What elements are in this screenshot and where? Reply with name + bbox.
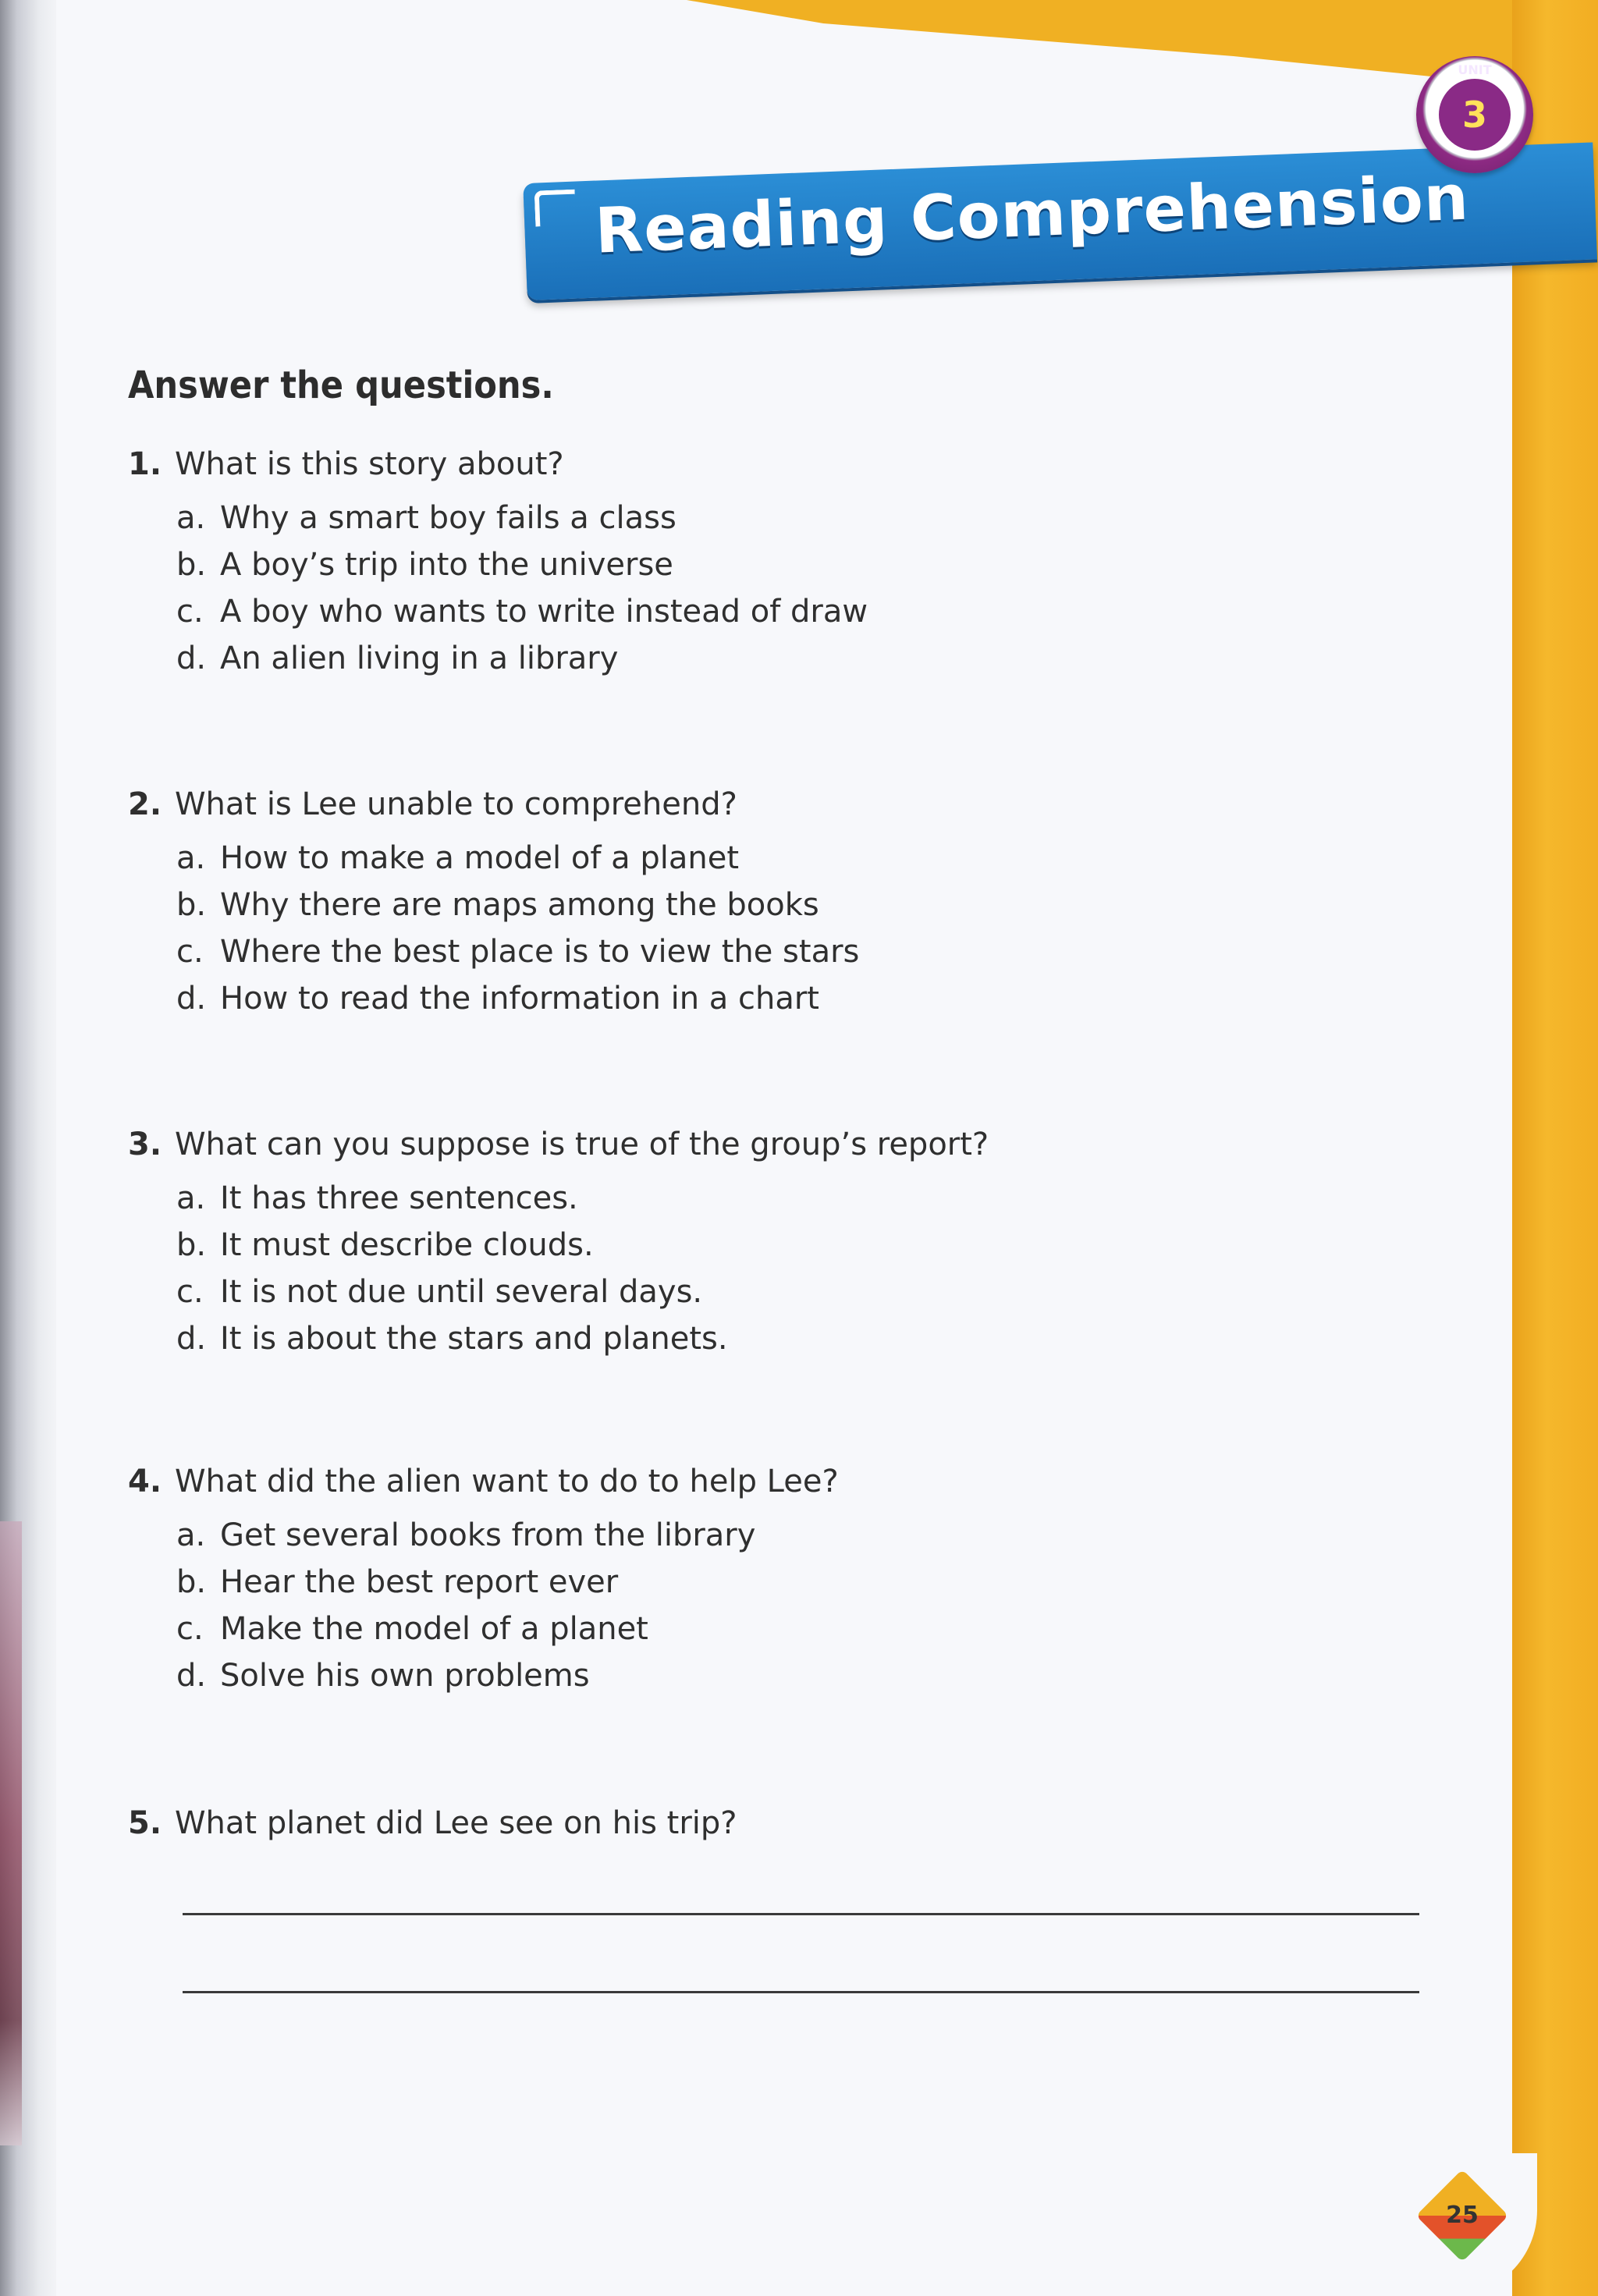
option-text: How to make a model of a planet bbox=[220, 840, 740, 876]
option-letter: d. bbox=[176, 981, 207, 1017]
option-text: Why there are maps among the books bbox=[220, 887, 819, 923]
option-letter: b. bbox=[176, 1227, 207, 1263]
question-number: 3. bbox=[128, 1127, 162, 1162]
answer-option[interactable] bbox=[176, 1222, 989, 1269]
answer-option[interactable] bbox=[176, 588, 868, 635]
answer-option[interactable] bbox=[176, 882, 859, 928]
option-text: Solve his own problems bbox=[220, 1658, 590, 1694]
option-letter: c. bbox=[176, 934, 204, 970]
option-letter: d. bbox=[176, 1321, 207, 1357]
option-text: A boy who wants to write instead of draw bbox=[220, 594, 868, 630]
option-text: It is about the stars and planets. bbox=[220, 1321, 728, 1357]
instructions-heading: Answer the questions. bbox=[128, 364, 554, 407]
question-5 bbox=[128, 1805, 737, 1841]
answer-option[interactable] bbox=[176, 1269, 989, 1315]
unit-number: 3 bbox=[1439, 79, 1511, 151]
answer-option[interactable] bbox=[176, 1512, 839, 1559]
option-letter: a. bbox=[176, 1180, 206, 1216]
option-letter: c. bbox=[176, 594, 204, 630]
question-text: What is this story about? bbox=[175, 446, 564, 482]
question-text: What can you suppose is true of the group’s report? bbox=[175, 1127, 989, 1162]
option-text: Get several books from the library bbox=[220, 1517, 756, 1553]
answer-option[interactable] bbox=[176, 495, 868, 541]
option-text: Make the model of a planet bbox=[220, 1611, 648, 1647]
option-letter: c. bbox=[176, 1274, 204, 1310]
question-number: 4. bbox=[128, 1464, 162, 1499]
answer-option[interactable] bbox=[176, 1175, 989, 1222]
option-letter: a. bbox=[176, 840, 206, 876]
answer-option[interactable] bbox=[176, 635, 868, 682]
unit-badge bbox=[1416, 56, 1533, 173]
option-text: Where the best place is to view the stars bbox=[220, 934, 860, 970]
question-number: 1. bbox=[128, 446, 162, 482]
question-4 bbox=[128, 1464, 839, 1699]
question-text: What planet did Lee see on his trip? bbox=[175, 1805, 737, 1841]
unit-label: UNIT bbox=[1458, 62, 1492, 77]
page-title: Reading Comprehension bbox=[593, 161, 1471, 268]
option-letter: b. bbox=[176, 1564, 207, 1600]
option-letter: a. bbox=[176, 1517, 206, 1553]
option-letter: a. bbox=[176, 500, 206, 536]
question-text: What did the alien want to do to help Lee? bbox=[175, 1464, 839, 1499]
question-text: What is Lee unable to comprehend? bbox=[175, 786, 737, 822]
option-text: It must describe clouds. bbox=[220, 1227, 594, 1263]
option-letter: d. bbox=[176, 641, 207, 676]
answer-option[interactable] bbox=[176, 835, 859, 882]
answer-option[interactable] bbox=[176, 1559, 839, 1606]
option-text: A boy’s trip into the universe bbox=[220, 547, 673, 583]
facing-page-art bbox=[0, 1521, 22, 2145]
answer-option[interactable] bbox=[176, 541, 868, 588]
option-letter: d. bbox=[176, 1658, 207, 1694]
answer-option[interactable] bbox=[176, 975, 859, 1022]
page-number: 25 bbox=[1446, 2202, 1479, 2229]
option-text: It is not due until several days. bbox=[220, 1274, 703, 1310]
question-1 bbox=[128, 446, 868, 682]
option-text: It has three sentences. bbox=[220, 1180, 578, 1216]
right-orange-border bbox=[1512, 0, 1598, 2296]
answer-option[interactable] bbox=[176, 1606, 839, 1652]
option-letter: c. bbox=[176, 1611, 204, 1647]
question-number: 5. bbox=[128, 1805, 162, 1841]
question-number: 2. bbox=[128, 786, 162, 822]
option-text: Hear the best report ever bbox=[220, 1564, 619, 1600]
answer-line-2[interactable] bbox=[183, 1991, 1419, 1993]
answer-line-1[interactable] bbox=[183, 1913, 1419, 1915]
option-letter: b. bbox=[176, 547, 207, 583]
answer-option[interactable] bbox=[176, 1315, 989, 1362]
answer-option[interactable] bbox=[176, 1652, 839, 1699]
question-3 bbox=[128, 1127, 989, 1362]
option-text: An alien living in a library bbox=[220, 641, 619, 676]
option-letter: b. bbox=[176, 887, 207, 923]
option-text: Why a smart boy fails a class bbox=[220, 500, 676, 536]
banner-fold-icon bbox=[534, 190, 577, 227]
question-2 bbox=[128, 786, 859, 1022]
option-text: How to read the information in a chart bbox=[220, 981, 819, 1017]
answer-option[interactable] bbox=[176, 928, 859, 975]
